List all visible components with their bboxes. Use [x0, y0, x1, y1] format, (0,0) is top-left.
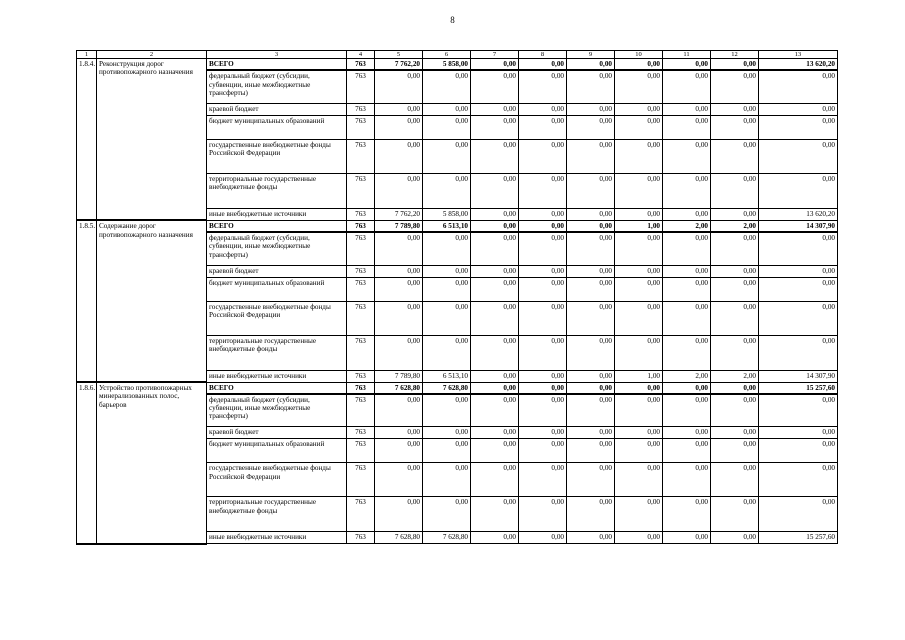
amount-cell: 0,00 — [471, 301, 519, 335]
amount-cell: 0,00 — [423, 139, 471, 173]
amount-cell: 0,00 — [519, 463, 567, 497]
funding-source-label: федеральный бюджет (субсидии, субвенции, иные межбюджетные трансферты) — [207, 394, 347, 427]
amount-cell: 0,00 — [519, 115, 567, 139]
header-cell: 6 — [423, 51, 471, 59]
amount-cell: 0,00 — [711, 427, 759, 439]
funding-source-label: федеральный бюджет (субсидии, субвенции, иные межбюджетные трансферты) — [207, 232, 347, 265]
budget-code: 763 — [347, 115, 375, 139]
amount-cell: 0,00 — [567, 497, 615, 532]
section-total-row — [77, 59, 838, 71]
funding-source-label: краевой бюджет — [207, 265, 347, 277]
amount-cell: 6 513,10 — [423, 370, 471, 382]
amount-cell: 0,00 — [567, 427, 615, 439]
amount-cell: 0,00 — [759, 497, 838, 532]
funding-source-label: территориальные государственные внебюджетные фонды — [207, 497, 347, 532]
header-cell: 11 — [663, 51, 711, 59]
budget-code: 763 — [347, 463, 375, 497]
amount-cell: 0,00 — [759, 103, 838, 115]
amount-cell: 0,00 — [711, 70, 759, 103]
amount-cell: 0,00 — [423, 427, 471, 439]
budget-code: 763 — [347, 59, 375, 71]
amount-cell: 0,00 — [615, 394, 663, 427]
page-number: 8 — [450, 15, 455, 25]
amount-cell: 0,00 — [615, 427, 663, 439]
amount-cell: 0,00 — [711, 335, 759, 370]
amount-cell: 0,00 — [567, 277, 615, 301]
amount-cell: 7 628,80 — [375, 532, 423, 544]
amount-cell: 0,00 — [663, 382, 711, 394]
amount-cell: 1,00 — [615, 370, 663, 382]
amount-cell: 0,00 — [711, 139, 759, 173]
amount-cell: 0,00 — [471, 265, 519, 277]
amount-cell: 15 257,60 — [759, 532, 838, 544]
amount-cell: 0,00 — [663, 70, 711, 103]
amount-cell: 0,00 — [471, 277, 519, 301]
amount-cell: 0,00 — [711, 173, 759, 208]
amount-cell: 15 257,60 — [759, 382, 838, 394]
section-id: 1.8.4. — [77, 59, 97, 221]
amount-cell: 0,00 — [567, 220, 615, 232]
amount-cell: 0,00 — [375, 463, 423, 497]
funding-source-label: краевой бюджет — [207, 427, 347, 439]
amount-cell: 0,00 — [663, 463, 711, 497]
header-row — [77, 51, 838, 59]
budget-code: 763 — [347, 232, 375, 265]
amount-cell: 2,00 — [663, 220, 711, 232]
amount-cell: 0,00 — [423, 70, 471, 103]
amount-cell: 0,00 — [519, 532, 567, 544]
funding-source-label: ВСЕГО — [207, 59, 347, 71]
amount-cell: 0,00 — [519, 139, 567, 173]
amount-cell: 0,00 — [711, 115, 759, 139]
amount-cell: 0,00 — [759, 427, 838, 439]
budget-code: 763 — [347, 70, 375, 103]
amount-cell: 7 628,80 — [423, 382, 471, 394]
funding-source-label: территориальные государственные внебюджетные фонды — [207, 335, 347, 370]
amount-cell: 0,00 — [375, 232, 423, 265]
amount-cell: 0,00 — [711, 463, 759, 497]
header-cell: 5 — [375, 51, 423, 59]
funding-source-label: федеральный бюджет (субсидии, субвенции, иные межбюджетные трансферты) — [207, 70, 347, 103]
amount-cell: 0,00 — [711, 382, 759, 394]
amount-cell: 0,00 — [759, 335, 838, 370]
amount-cell: 1,00 — [615, 220, 663, 232]
amount-cell: 0,00 — [423, 103, 471, 115]
section-id: 1.8.5. — [77, 220, 97, 382]
amount-cell: 0,00 — [423, 232, 471, 265]
budget-code: 763 — [347, 139, 375, 173]
amount-cell: 0,00 — [567, 532, 615, 544]
budget-table — [76, 50, 838, 545]
amount-cell: 0,00 — [519, 59, 567, 71]
budget-code: 763 — [347, 208, 375, 220]
amount-cell: 0,00 — [615, 139, 663, 173]
amount-cell: 0,00 — [375, 139, 423, 173]
amount-cell: 0,00 — [375, 70, 423, 103]
budget-code: 763 — [347, 532, 375, 544]
amount-cell: 0,00 — [471, 220, 519, 232]
amount-cell: 0,00 — [663, 232, 711, 265]
amount-cell: 0,00 — [711, 532, 759, 544]
amount-cell: 0,00 — [663, 427, 711, 439]
amount-cell: 0,00 — [423, 277, 471, 301]
budget-code: 763 — [347, 370, 375, 382]
funding-source-label: государственные внебюджетные фонды Российской Федерации — [207, 301, 347, 335]
amount-cell: 0,00 — [759, 70, 838, 103]
funding-source-label: государственные внебюджетные фонды Российской Федерации — [207, 139, 347, 173]
header-cell: 4 — [347, 51, 375, 59]
amount-cell: 0,00 — [567, 463, 615, 497]
amount-cell: 0,00 — [711, 277, 759, 301]
amount-cell: 0,00 — [471, 532, 519, 544]
amount-cell: 0,00 — [423, 115, 471, 139]
amount-cell: 13 620,20 — [759, 208, 838, 220]
amount-cell: 0,00 — [423, 173, 471, 208]
section-total-row — [77, 220, 838, 232]
amount-cell: 0,00 — [615, 301, 663, 335]
budget-code: 763 — [347, 382, 375, 394]
amount-cell: 0,00 — [471, 497, 519, 532]
amount-cell: 7 789,80 — [375, 220, 423, 232]
amount-cell: 0,00 — [615, 59, 663, 71]
amount-cell: 0,00 — [471, 335, 519, 370]
amount-cell: 0,00 — [471, 382, 519, 394]
amount-cell: 0,00 — [423, 463, 471, 497]
budget-code: 763 — [347, 103, 375, 115]
amount-cell: 0,00 — [663, 139, 711, 173]
amount-cell: 7 628,80 — [423, 532, 471, 544]
header-cell: 13 — [759, 51, 838, 59]
amount-cell: 2,00 — [663, 370, 711, 382]
amount-cell: 0,00 — [663, 173, 711, 208]
section-name: Содержание дорог противопожарного назначения — [97, 220, 207, 382]
amount-cell: 0,00 — [375, 335, 423, 370]
amount-cell: 0,00 — [567, 103, 615, 115]
amount-cell: 0,00 — [615, 335, 663, 370]
amount-cell: 5 858,00 — [423, 208, 471, 220]
amount-cell: 0,00 — [519, 439, 567, 463]
amount-cell: 0,00 — [375, 394, 423, 427]
table-body — [77, 51, 838, 544]
amount-cell: 0,00 — [375, 115, 423, 139]
funding-source-label: бюджет муниципальных образований — [207, 439, 347, 463]
amount-cell: 0,00 — [375, 497, 423, 532]
amount-cell: 0,00 — [567, 232, 615, 265]
amount-cell: 5 858,00 — [423, 59, 471, 71]
amount-cell: 0,00 — [759, 173, 838, 208]
amount-cell: 0,00 — [567, 370, 615, 382]
amount-cell: 0,00 — [759, 232, 838, 265]
amount-cell: 0,00 — [711, 439, 759, 463]
amount-cell: 0,00 — [711, 59, 759, 71]
amount-cell: 0,00 — [615, 70, 663, 103]
amount-cell: 0,00 — [471, 59, 519, 71]
amount-cell: 0,00 — [423, 497, 471, 532]
amount-cell: 0,00 — [711, 208, 759, 220]
amount-cell: 0,00 — [567, 335, 615, 370]
amount-cell: 0,00 — [615, 382, 663, 394]
amount-cell: 0,00 — [567, 59, 615, 71]
amount-cell: 0,00 — [375, 439, 423, 463]
amount-cell: 2,00 — [711, 370, 759, 382]
amount-cell: 0,00 — [471, 394, 519, 427]
amount-cell: 0,00 — [615, 173, 663, 208]
amount-cell: 0,00 — [519, 497, 567, 532]
amount-cell: 0,00 — [567, 382, 615, 394]
amount-cell: 13 620,20 — [759, 59, 838, 71]
amount-cell: 0,00 — [471, 208, 519, 220]
amount-cell: 0,00 — [759, 463, 838, 497]
amount-cell: 0,00 — [567, 265, 615, 277]
amount-cell: 0,00 — [759, 277, 838, 301]
amount-cell: 0,00 — [663, 335, 711, 370]
budget-code: 763 — [347, 439, 375, 463]
amount-cell: 0,00 — [423, 394, 471, 427]
amount-cell: 0,00 — [759, 139, 838, 173]
amount-cell: 0,00 — [519, 382, 567, 394]
amount-cell: 6 513,10 — [423, 220, 471, 232]
amount-cell: 0,00 — [759, 115, 838, 139]
header-cell: 3 — [207, 51, 347, 59]
amount-cell: 7 628,80 — [375, 382, 423, 394]
amount-cell: 0,00 — [519, 301, 567, 335]
amount-cell: 0,00 — [471, 103, 519, 115]
budget-code: 763 — [347, 265, 375, 277]
funding-source-label: иные внебюджетные источники — [207, 370, 347, 382]
funding-source-label: бюджет муниципальных образований — [207, 277, 347, 301]
header-cell: 7 — [471, 51, 519, 59]
budget-code: 763 — [347, 394, 375, 427]
amount-cell: 0,00 — [567, 394, 615, 427]
amount-cell: 2,00 — [711, 220, 759, 232]
amount-cell: 0,00 — [375, 103, 423, 115]
amount-cell: 0,00 — [519, 427, 567, 439]
budget-code: 763 — [347, 301, 375, 335]
amount-cell: 0,00 — [615, 103, 663, 115]
amount-cell: 0,00 — [663, 394, 711, 427]
budget-code: 763 — [347, 335, 375, 370]
funding-source-label: краевой бюджет — [207, 103, 347, 115]
amount-cell: 0,00 — [471, 439, 519, 463]
amount-cell: 0,00 — [471, 139, 519, 173]
amount-cell: 0,00 — [759, 265, 838, 277]
amount-cell: 0,00 — [615, 265, 663, 277]
budget-code: 763 — [347, 220, 375, 232]
amount-cell: 0,00 — [615, 463, 663, 497]
amount-cell: 0,00 — [567, 208, 615, 220]
section-name: Реконструкция дорог противопожарного назначения — [97, 59, 207, 221]
amount-cell: 0,00 — [423, 265, 471, 277]
amount-cell: 0,00 — [567, 70, 615, 103]
amount-cell: 0,00 — [615, 277, 663, 301]
section-total-row — [77, 382, 838, 394]
funding-source-label: иные внебюджетные источники — [207, 532, 347, 544]
budget-code: 763 — [347, 277, 375, 301]
amount-cell: 0,00 — [615, 532, 663, 544]
amount-cell: 0,00 — [567, 115, 615, 139]
amount-cell: 0,00 — [663, 439, 711, 463]
amount-cell: 0,00 — [663, 115, 711, 139]
amount-cell: 0,00 — [471, 463, 519, 497]
amount-cell: 0,00 — [663, 301, 711, 335]
funding-source-label: ВСЕГО — [207, 220, 347, 232]
header-cell: 10 — [615, 51, 663, 59]
funding-source-label: иные внебюджетные источники — [207, 208, 347, 220]
amount-cell: 0,00 — [615, 115, 663, 139]
amount-cell: 14 307,90 — [759, 370, 838, 382]
amount-cell: 0,00 — [567, 139, 615, 173]
amount-cell: 0,00 — [375, 277, 423, 301]
budget-code: 763 — [347, 427, 375, 439]
amount-cell: 0,00 — [615, 497, 663, 532]
amount-cell: 0,00 — [567, 301, 615, 335]
amount-cell: 0,00 — [375, 427, 423, 439]
amount-cell: 0,00 — [519, 370, 567, 382]
amount-cell: 0,00 — [711, 265, 759, 277]
amount-cell: 0,00 — [711, 394, 759, 427]
amount-cell: 0,00 — [471, 232, 519, 265]
header-cell: 9 — [567, 51, 615, 59]
funding-source-label: бюджет муниципальных образований — [207, 115, 347, 139]
amount-cell: 0,00 — [663, 208, 711, 220]
amount-cell: 0,00 — [663, 497, 711, 532]
amount-cell: 0,00 — [759, 394, 838, 427]
budget-code: 763 — [347, 497, 375, 532]
amount-cell: 0,00 — [519, 335, 567, 370]
amount-cell: 0,00 — [615, 439, 663, 463]
amount-cell: 0,00 — [519, 208, 567, 220]
amount-cell: 0,00 — [711, 103, 759, 115]
amount-cell: 0,00 — [519, 265, 567, 277]
amount-cell: 0,00 — [471, 115, 519, 139]
funding-source-label: государственные внебюджетные фонды Российской Федерации — [207, 463, 347, 497]
amount-cell: 0,00 — [519, 232, 567, 265]
amount-cell: 0,00 — [519, 277, 567, 301]
amount-cell: 0,00 — [567, 439, 615, 463]
amount-cell: 0,00 — [519, 220, 567, 232]
amount-cell: 0,00 — [615, 208, 663, 220]
amount-cell: 0,00 — [423, 439, 471, 463]
amount-cell: 7 789,80 — [375, 370, 423, 382]
amount-cell: 0,00 — [375, 301, 423, 335]
section-name: Устройство противопожарных минерализованных полос, барьеров — [97, 382, 207, 544]
funding-source-label: ВСЕГО — [207, 382, 347, 394]
amount-cell: 0,00 — [615, 232, 663, 265]
amount-cell: 0,00 — [423, 335, 471, 370]
amount-cell: 14 307,90 — [759, 220, 838, 232]
amount-cell: 0,00 — [759, 301, 838, 335]
amount-cell: 0,00 — [375, 173, 423, 208]
header-cell: 12 — [711, 51, 759, 59]
amount-cell: 0,00 — [471, 370, 519, 382]
amount-cell: 0,00 — [663, 277, 711, 301]
funding-source-label: территориальные государственные внебюджетные фонды — [207, 173, 347, 208]
header-cell: 2 — [97, 51, 207, 59]
amount-cell: 0,00 — [663, 265, 711, 277]
amount-cell: 0,00 — [519, 394, 567, 427]
budget-code: 763 — [347, 173, 375, 208]
amount-cell: 0,00 — [519, 70, 567, 103]
amount-cell: 0,00 — [567, 173, 615, 208]
amount-cell: 0,00 — [519, 103, 567, 115]
amount-cell: 0,00 — [471, 427, 519, 439]
amount-cell: 7 762,20 — [375, 208, 423, 220]
amount-cell: 0,00 — [711, 497, 759, 532]
header-cell: 8 — [519, 51, 567, 59]
amount-cell: 0,00 — [471, 173, 519, 208]
header-cell: 1 — [77, 51, 97, 59]
amount-cell: 0,00 — [375, 265, 423, 277]
amount-cell: 0,00 — [471, 70, 519, 103]
amount-cell: 7 762,20 — [375, 59, 423, 71]
amount-cell: 0,00 — [711, 232, 759, 265]
amount-cell: 0,00 — [663, 103, 711, 115]
amount-cell: 0,00 — [711, 301, 759, 335]
amount-cell: 0,00 — [519, 173, 567, 208]
amount-cell: 0,00 — [663, 59, 711, 71]
amount-cell: 0,00 — [663, 532, 711, 544]
amount-cell: 0,00 — [759, 439, 838, 463]
amount-cell: 0,00 — [423, 301, 471, 335]
section-id: 1.8.6. — [77, 382, 97, 544]
